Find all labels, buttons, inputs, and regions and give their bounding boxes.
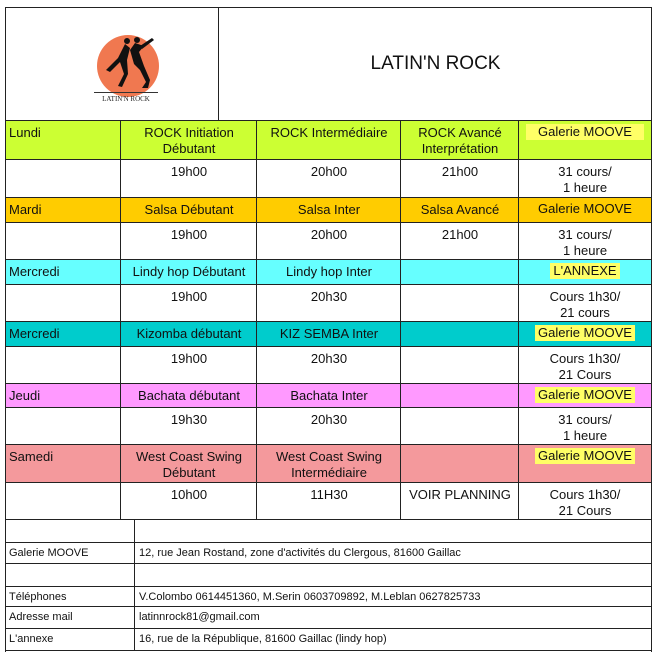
class-name: Kizomba débutant bbox=[136, 326, 242, 341]
venue-label: Galerie MOOVE bbox=[526, 124, 644, 140]
info-value: V.Colombo 0614451360, M.Serin 0603709892, M.Leblan 0627825733 bbox=[139, 591, 481, 603]
info-value: 12, rue Jean Rostand, zone d'activités du Clergous, 81600 Gaillac bbox=[139, 547, 461, 559]
class-time: 20h00 bbox=[310, 164, 348, 179]
column-line bbox=[518, 120, 519, 520]
class-name: West Coast Swing Intermédiaire bbox=[276, 449, 382, 480]
class-name: West Coast Swing Débutant bbox=[136, 449, 242, 480]
courses-info: Cours 1h30/ 21 Cours bbox=[549, 351, 621, 382]
column-line bbox=[256, 120, 257, 520]
venue-cell bbox=[519, 445, 651, 483]
class-name: Bachata Inter bbox=[290, 388, 368, 403]
class-name: ROCK Avancé Interprétation bbox=[418, 125, 502, 156]
venue-cell bbox=[519, 322, 651, 347]
page-title: LATIN'N ROCK bbox=[370, 53, 501, 74]
class-time: 10h00 bbox=[170, 487, 208, 502]
day-label: Mercredi bbox=[9, 326, 60, 341]
venue-label: Galerie MOOVE bbox=[535, 387, 635, 403]
class-name: Lindy hop Inter bbox=[285, 264, 372, 279]
courses-info: Cours 1h30/ 21 Cours bbox=[549, 487, 621, 518]
day-label: Lundi bbox=[9, 125, 41, 140]
class-time: 19h00 bbox=[170, 227, 208, 242]
class-time: 19h30 bbox=[170, 412, 208, 427]
row-line bbox=[5, 407, 651, 408]
header-logo-cell bbox=[6, 8, 219, 120]
class-time: VOIR PLANNING bbox=[409, 487, 511, 502]
row-line bbox=[5, 383, 651, 384]
class-time: 20h30 bbox=[310, 412, 348, 427]
header-divider bbox=[218, 7, 219, 120]
day-label: Mercredi bbox=[9, 264, 60, 279]
row-line bbox=[5, 444, 651, 445]
class-time: 21h00 bbox=[441, 164, 479, 179]
row-line bbox=[5, 284, 651, 285]
header-bottom-border bbox=[5, 120, 652, 121]
day-label: Samedi bbox=[9, 449, 54, 464]
class-time: 20h00 bbox=[310, 227, 348, 242]
courses-info: Cours 1h30/ 21 cours bbox=[549, 289, 621, 320]
row-line bbox=[5, 259, 651, 260]
info-label: Galerie MOOVE bbox=[9, 547, 89, 559]
class-name: ROCK Intermédiaire bbox=[270, 125, 388, 140]
class-name: Lindy hop Débutant bbox=[132, 264, 246, 279]
info-label bbox=[5, 520, 134, 543]
class-time: 20h30 bbox=[310, 351, 348, 366]
venue-cell bbox=[519, 198, 651, 223]
venue-cell bbox=[519, 260, 651, 285]
courses-info: 31 cours/ 1 heure bbox=[558, 227, 612, 258]
top-border bbox=[5, 7, 652, 8]
class-name: Salsa Avancé bbox=[420, 202, 500, 217]
column-line bbox=[120, 120, 121, 520]
row-line bbox=[5, 222, 651, 223]
row-line bbox=[5, 482, 651, 483]
class-name bbox=[401, 445, 519, 483]
class-name: ROCK Initiation Débutant bbox=[144, 125, 234, 156]
day-label: Mardi bbox=[9, 202, 42, 217]
class-name: Salsa Débutant bbox=[144, 202, 234, 217]
class-time: 20h30 bbox=[310, 289, 348, 304]
courses-info: 31 cours/ 1 heure bbox=[558, 412, 612, 443]
class-time: 19h00 bbox=[170, 351, 208, 366]
row-line bbox=[5, 346, 651, 347]
row-line bbox=[5, 197, 651, 198]
class-time: 19h00 bbox=[170, 289, 208, 304]
left-border bbox=[5, 7, 6, 652]
class-time: 19h00 bbox=[170, 164, 208, 179]
class-name: KIZ SEMBA Inter bbox=[279, 326, 379, 341]
venue-label: L'ANNEXE bbox=[550, 263, 619, 279]
class-time: 11H30 bbox=[310, 487, 348, 502]
class-name bbox=[401, 384, 519, 408]
row-line bbox=[5, 321, 651, 322]
class-name bbox=[401, 322, 519, 347]
class-time bbox=[401, 347, 519, 384]
courses-info: 31 cours/ 1 heure bbox=[558, 164, 612, 195]
info-label: L'annexe bbox=[9, 633, 54, 645]
info-label: Adresse mail bbox=[9, 611, 73, 623]
column-line bbox=[400, 120, 401, 520]
info-label: Téléphones bbox=[9, 591, 67, 603]
venue-label: Galerie MOOVE bbox=[535, 325, 635, 341]
class-time bbox=[401, 408, 519, 445]
info-row-line bbox=[5, 519, 652, 520]
info-value: 16, rue de la République, 81600 Gaillac (lindy hop) bbox=[139, 633, 387, 645]
info-column-line bbox=[134, 520, 135, 651]
info-value bbox=[135, 520, 651, 543]
row-line bbox=[5, 159, 651, 160]
class-name bbox=[401, 260, 519, 285]
venue-label: Galerie MOOVE bbox=[535, 201, 635, 217]
venue-cell bbox=[519, 384, 651, 408]
right-border bbox=[651, 7, 652, 652]
logo-text: LATIN'N ROCK bbox=[102, 95, 150, 103]
class-name: Bachata débutant bbox=[138, 388, 240, 403]
dancers-logo-icon bbox=[6, 8, 219, 120]
info-label bbox=[5, 564, 134, 587]
class-name: Salsa Inter bbox=[297, 202, 361, 217]
day-label: Jeudi bbox=[9, 388, 41, 403]
class-time bbox=[401, 285, 519, 322]
venue-cell bbox=[519, 121, 651, 160]
info-row-line bbox=[5, 650, 652, 651]
venue-label: Galerie MOOVE bbox=[535, 448, 635, 464]
class-time: 21h00 bbox=[441, 227, 479, 242]
info-value: latinnrock81@gmail.com bbox=[139, 611, 260, 623]
info-value bbox=[135, 564, 651, 587]
